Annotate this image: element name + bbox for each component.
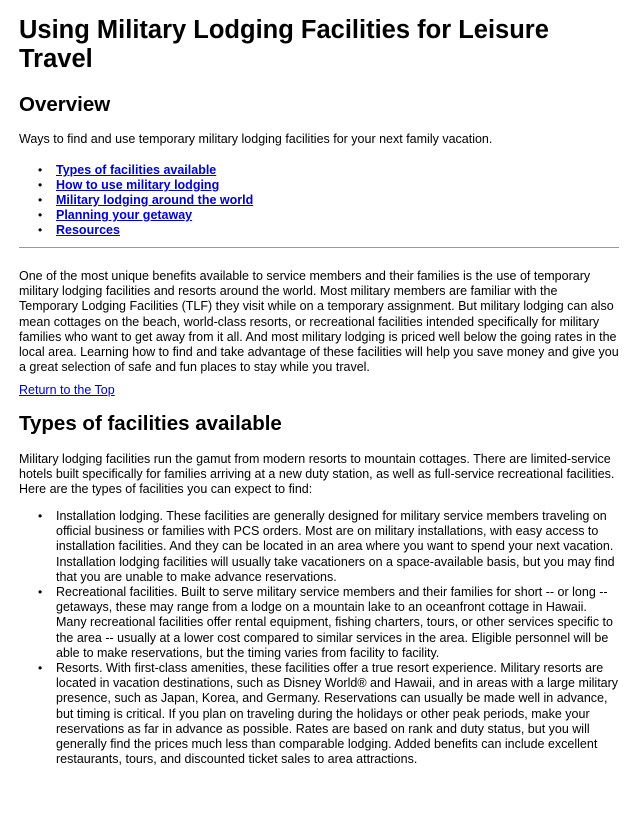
toc-link-planning[interactable]: Planning your getaway <box>56 208 193 222</box>
bullet-icon: • <box>38 661 43 676</box>
list-item <box>19 661 619 767</box>
bullet-icon: • <box>38 163 43 177</box>
list-item <box>19 585 619 661</box>
toc-link-around-world[interactable]: Military lodging around the world <box>56 193 254 207</box>
toc-item <box>19 223 253 238</box>
bullet-icon: • <box>38 509 43 523</box>
overview-heading: Overview <box>19 93 111 116</box>
bullet-icon: • <box>38 193 43 207</box>
intro-paragraph: One of the most unique benefits available to service members and their families is the use of temporary military lodging facilities and resorts around the world. Most military members are familiar with the Temporary Lodging Facilities (TLF) they visit while on a temporary assignment. But military lodging can also mean cottages on the beach, world-class resorts, or recreational facilities intended specifically for military families who want to get away from it all. And most military lodging is priced well below the going rates in the local area. Learning how to find and take advantage of these facilities will help you save money and give you a great selection of safe and fun places to stay while you travel. <box>19 269 619 375</box>
resorts-text: Resorts. With first-class amenities, these facilities offer a true resort experience. Military resorts are located in vacation destinations, such as Disney World® and Hawaii, and in areas with a large military presence, such as Japan, Korea, and Germany. Reservations can usually be made well in advance, but timing is critical. If you plan on traveling during the holidays or other peak periods, make your reservations as far in advance as possible. Rates are based on rank and duty status, but you will generally find the prices much less than comparable lodging. Added benefits can include excellent restaurants, tours, and discounted ticket sales to area attractions. <box>56 661 619 767</box>
list-item <box>19 509 619 585</box>
overview-intro: Ways to find and use temporary military lodging facilities for your next family vacation. <box>19 132 493 146</box>
bullet-icon: • <box>38 223 43 237</box>
toc-item <box>19 163 253 178</box>
types-heading: Types of facilities available <box>19 412 282 435</box>
toc-item <box>19 178 253 193</box>
facility-types-list <box>19 509 619 767</box>
toc-item <box>19 208 253 223</box>
return-to-top-link[interactable]: Return to the Top <box>19 383 115 397</box>
toc-item <box>19 193 253 208</box>
table-of-contents <box>19 163 253 238</box>
page-title: Using Military Lodging Facilities for Leisure Travel <box>19 16 549 73</box>
section-divider <box>19 247 619 248</box>
types-intro: Military lodging facilities run the gamut from modern resorts to mountain cottages. There are limited-service hotels built specifically for families arriving at a new duty station, as well as full-service recreational facilities. Here are the types of facilities you can expect to find: <box>19 452 615 497</box>
toc-link-types[interactable]: Types of facilities available <box>56 163 217 177</box>
bullet-icon: • <box>38 585 43 600</box>
toc-link-how-to-use[interactable]: How to use military lodging <box>56 178 220 192</box>
installation-lodging-text: Installation lodging. These facilities are generally designed for military service members traveling on official business or families with PCS orders. Most are on military installations, with easy access to installation facilities. And they can be located in an area where you want to spend your next vacation. Installation lodging facilities will usually take vacationers on a space-available basis, but you may find that you are unable to make advance reservations. <box>56 509 615 584</box>
recreational-facilities-text: Recreational facilities. Built to serve military service members and their families for short -- or long -- getaways, these may range from a lodge on a mountain lake to an oceanfront cottage in Hawaii. Many recreational facilities offer rental equipment, fishing charters, tours, or other services specific to the area -- usually at a lower cost compared to similar services in the area. Eligible personnel will be able to make reservations, but the timing varies from facility to facility. <box>56 585 613 660</box>
bullet-icon: • <box>38 178 43 192</box>
bullet-icon: • <box>38 208 43 222</box>
toc-link-resources[interactable]: Resources <box>56 223 120 237</box>
